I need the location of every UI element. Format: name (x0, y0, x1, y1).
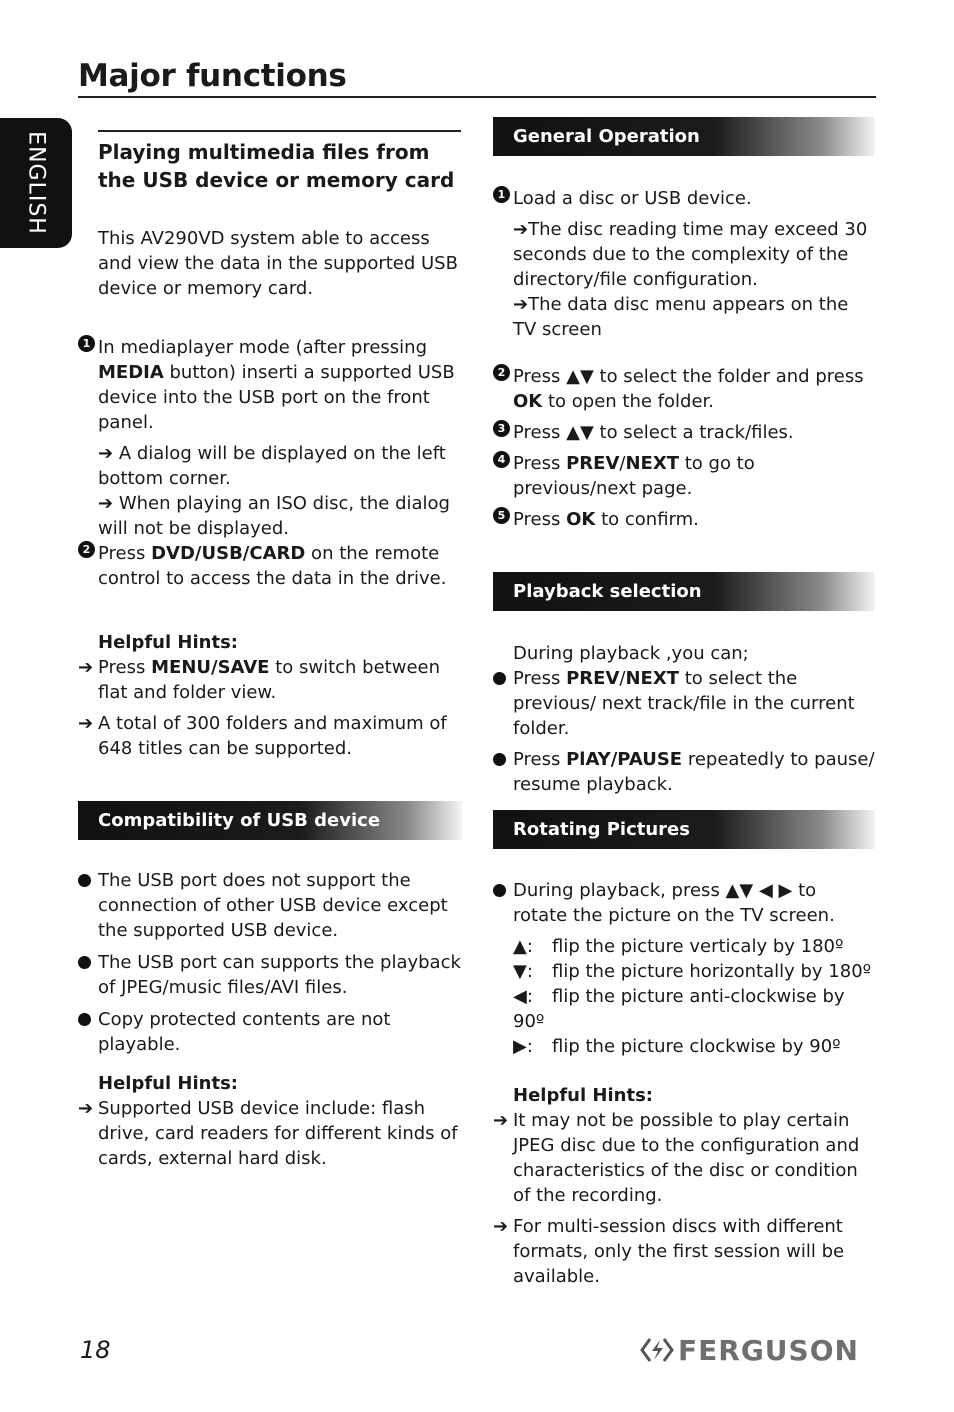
step-4: 4 Press PREV/NEXT to go to previous/next page. (493, 451, 875, 501)
up-triangle-icon: ▲: (513, 936, 533, 957)
step-1-note-1: ➔ A dialog will be displayed on the left bottom corner. (98, 443, 446, 489)
right-triangle-icon: ▶: (513, 1036, 533, 1057)
intro-paragraph: This AV290VD system able to access and view the data in the supported USB device or memory card. (98, 228, 458, 299)
step-5: 5 Press OK to confirm. (493, 507, 875, 532)
arrow-icon: ➔ (78, 713, 94, 734)
arrow-icon: ➔ (98, 493, 114, 514)
list-item: Press PlAY/PAUSE repeatedly to pause/ resume playback. (493, 747, 875, 797)
brand-name: FERGUSON (678, 1334, 859, 1367)
arrow-icon: ➔ (513, 294, 529, 315)
step-number-1-icon: 1 (78, 335, 95, 352)
arrow-icon: ➔ (78, 657, 94, 678)
hint-item: ➔ For multi-session discs with different formats, only the first session will be available. (493, 1216, 845, 1287)
general-operation-list (493, 186, 875, 532)
step-3: 3 Press ▲▼ to select a track/files. (493, 420, 875, 445)
language-label: ENGLISH (23, 131, 49, 235)
bullet-icon (493, 672, 506, 685)
step-number-5-icon: 5 (493, 507, 510, 524)
rotation-row-left: ◀: flip the picture anti-clockwise by 90º (513, 986, 845, 1032)
bullet-icon (78, 874, 91, 887)
bullet-icon (78, 1013, 91, 1026)
up-down-arrows-icon: ▲▼ (566, 422, 594, 443)
section-bar-playback-selection: Playback selection (493, 572, 875, 611)
hint-item: ➔ It may not be possible to play certain JPEG disc due to the configuration and characteristics of the disc or condition of the recording. (493, 1110, 860, 1206)
arrow-icon: ➔ (493, 1110, 509, 1131)
step-1-note-2: ➔ When playing an ISO disc, the dialog will not be displayed. (98, 493, 450, 539)
compatibility-list (78, 868, 462, 1057)
section-heading: Playing multimedia files from the USB device or memory card (98, 140, 455, 192)
helpful-hints-left (78, 630, 462, 761)
playback-intro: During playback ,you can; (513, 643, 749, 664)
arrow-icon: ➔ (78, 1098, 94, 1119)
rotating-pictures-list (493, 878, 875, 1289)
direction-arrows-icon: ▲▼ ◀ ▶ (725, 880, 793, 901)
hint-item: ➔ Press MENU/SAVE to switch between flat and folder view. (78, 657, 441, 703)
step-number-4-icon: 4 (493, 451, 510, 468)
page-title: Major functions (78, 58, 347, 94)
list-item: The USB port does not support the connection of other USB device except the supported USB device. (78, 868, 462, 943)
rotation-row-up: ▲: flip the picture verticaly by 180º (513, 936, 844, 957)
bullet-icon (493, 884, 506, 897)
list-item: Copy protected contents are not playable. (78, 1007, 462, 1057)
ferguson-logo-icon (640, 1337, 674, 1367)
step-number-2-icon: 2 (78, 541, 95, 558)
hints-title: Helpful Hints: (513, 1085, 653, 1106)
up-down-arrows-icon: ▲▼ (566, 366, 594, 387)
step-2: 2 Press ▲▼ to select the folder and press OK to open the folder. (493, 364, 875, 414)
brand-logo (640, 1334, 859, 1367)
page-number: 18 (80, 1336, 111, 1364)
hint-item: ➔ A total of 300 folders and maximum of 648 titles can be supported. (78, 713, 447, 759)
list-item: The USB port can supports the playback of JPEG/music files/AVI files. (78, 950, 462, 1000)
step-1-note-2: ➔The data disc menu appears on the TV screen (513, 294, 849, 340)
step-list-left (78, 335, 462, 591)
list-item: Press PREV/NEXT to select the previous/ next track/file in the current folder. (493, 666, 875, 741)
section-bar-general-operation: General Operation (493, 117, 875, 156)
section-bar-compatibility: Compatibility of USB device (78, 801, 462, 840)
down-triangle-icon: ▼: (513, 961, 533, 982)
rotation-row-right: ▶: flip the picture clockwise by 90º (513, 1036, 841, 1057)
step-2: 2 Press DVD/USB/CARD on the remote control to access the data in the drive. (78, 541, 462, 591)
hints-title: Helpful Hints: (98, 632, 238, 653)
hints-title: Helpful Hints: (98, 1073, 238, 1094)
arrow-icon: ➔ (493, 1216, 509, 1237)
hint-item: ➔ Supported USB device include: flash drive, card readers for different kinds of cards, external hard disk. (78, 1098, 458, 1169)
language-tab (0, 118, 72, 248)
left-triangle-icon: ◀: (513, 986, 533, 1007)
helpful-hints-left-2 (78, 1071, 462, 1171)
rotation-row-down: ▼: flip the picture horizontally by 180º (513, 961, 872, 982)
arrow-icon: ➔ (513, 219, 529, 240)
title-divider (78, 96, 876, 98)
playback-selection-list (493, 641, 875, 797)
section-bar-rotating-pictures: Rotating Pictures (493, 810, 875, 849)
step-1-note-1: ➔The disc reading time may exceed 30 seconds due to the complexity of the directory/file configuration. (513, 219, 868, 290)
step-number-3-icon: 3 (493, 420, 510, 437)
arrow-icon: ➔ (98, 443, 114, 464)
step-number-2-icon: 2 (493, 364, 510, 381)
bullet-icon (78, 956, 91, 969)
bullet-icon (493, 753, 506, 766)
step-1: 1 In mediaplayer mode (after pressing MEDIA button) inserti a supported USB device into the USB port on the front panel. (78, 335, 462, 435)
section-heading-rule (98, 130, 461, 132)
step-number-1-icon: 1 (493, 186, 510, 203)
step-1: 1 Load a disc or USB device. (493, 186, 875, 211)
list-item: During playback, press ▲▼ ◀ ▶ to rotate the picture on the TV screen. (493, 878, 875, 928)
